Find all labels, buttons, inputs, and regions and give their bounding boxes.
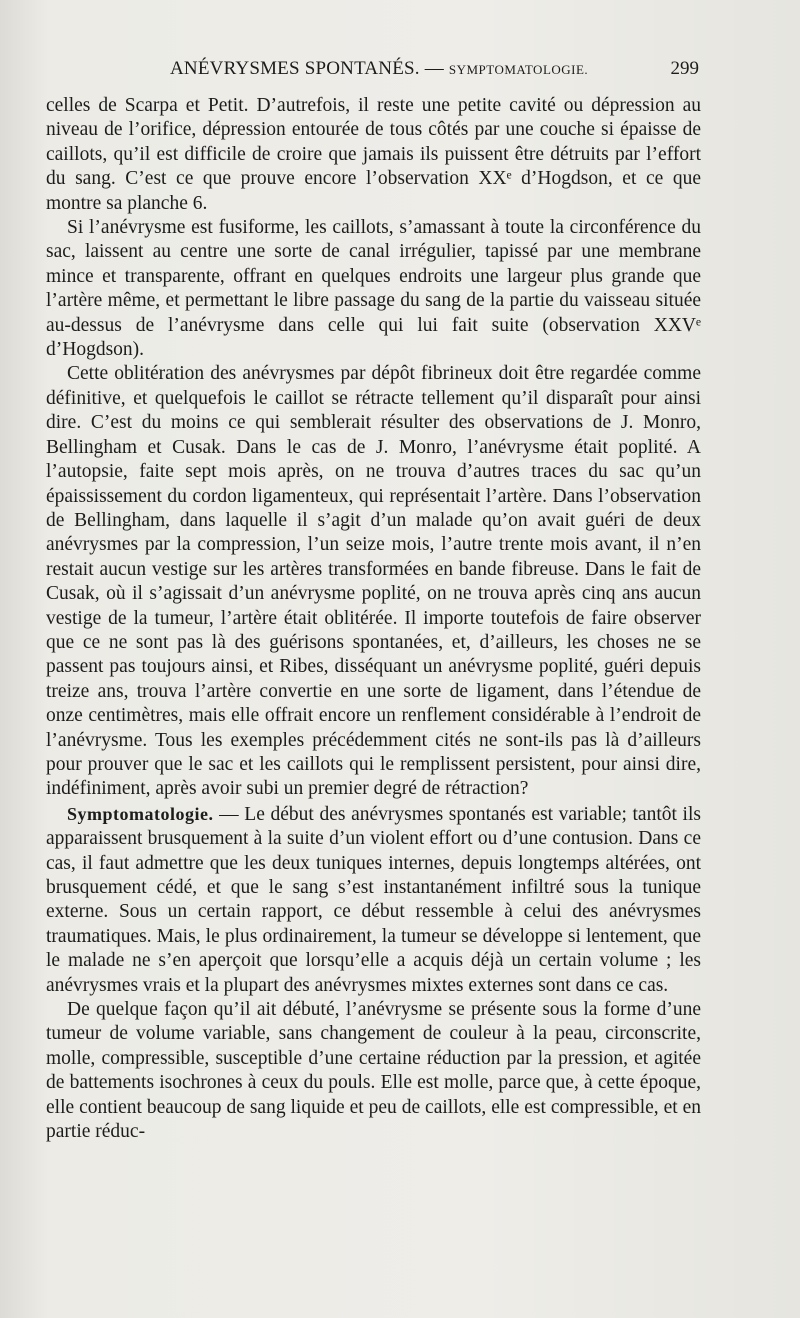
paragraph-3: Cette oblitération des anévrysmes par dépôt fibrineux doit être regardée comme définitive, et quelquefois le caillot se rétracte tellement qu’il disparaît pour ainsi dire. C’est du moins ce qui semblerait résulter des observations de J. Monro, Bellingham et Cusak. Dans le cas de J. Monro, l’anévrysme était poplité. A l’autopsie, faite sept mois après, on ne trouva d’autres traces du sac qu’un épaississement du cordon ligamenteux, qui représentait l’artère. Dans l’observation de Bellingham, dans laquelle il s’agit d’un malade qu’on avait guéri de deux anévrysmes par la compression, l’un seize mois, l’autre trente mois avant, il n’en restait aucun vestige sur les artères transformées en bande fibreuse. Dans le fait de Cusak, où il s’agissait d’un anévrysme poplité, on ne trouva après cinq ans aucun vestige de la tumeur, l’artère était oblitérée. Il importe toutefois de faire observer que ce ne sont pas là des guérisons spontanées, et, d’ailleurs, les choses ne se passent pas toujours ainsi, et Ribes, disséquant un anévrysme poplité, guéri depuis treize ans, trouva l’artère convertie en une sorte de ligament, dans l’étendue de onze centimètres, mais elle offrait encore un renflement considérable à l’endroit de l’anévrysme. Tous les exemples précédemment cités ne sont-ils pas là d’ailleurs pour prouver que le sac et les caillots qui le remplissent persistent, pour ainsi dire, indéfiniment, après avoir subi un premier degré de rétraction? xyxy=(46,363,701,800)
header-dash: — xyxy=(424,58,444,79)
page-number: 299 xyxy=(670,58,699,79)
running-header xyxy=(48,58,703,84)
paragraph-2: Si l’anévrysme est fusiforme, les caillots, s’amassant à toute la circonférence du sac, laissent au centre une sorte de canal irrégulier, tapissé par une membrane mince et transparente, offrant en quelques endroits une largeur plus grande que l’artère même, et permettant le libre passage du sang de la partie du vaisseau située au-dessus de l’anévrysme dans celle qui lui fait suite (observation XXVᵉ d’Hogdson). xyxy=(46,217,701,361)
paragraph-4 xyxy=(46,802,701,998)
paragraph-1: celles de Scarpa et Petit. D’autrefois, il reste une petite cavité ou dépression au niveau de l’orifice, dépression entourée de tous côtés par une couche si épaisse de caillots, qu’il est difficile de croire que jamais ils puissent être détruits par l’effort du sang. C’est ce que prouve encore l’observation XXᵉ d’Hogdson, et ce que montre sa planche 6. xyxy=(46,95,701,214)
running-title xyxy=(170,58,588,80)
body-text xyxy=(46,94,701,1144)
paragraph-4-text: — Le début des anévrysmes spontanés est variable; tantôt ils apparaissent brusquement à la suite d’un violent effort ou d’une contusion. Dans ce cas, il faut admettre que les deux tuniques internes, depuis longtemps altérées, ont brusquement cédé, et que le sang s’est instantanément infiltré sous la tunique externe. Sous un certain rapport, ce début ressemble à celui des anévrysmes traumatiques. Mais, le plus ordinairement, la tumeur se développe si lentement, que le malade ne s’en aperçoit que lorsqu’elle a acquis déjà un certain volume ; les anévrysmes vrais et la plupart des anévrysmes mixtes externes sont dans ce cas. xyxy=(46,803,701,996)
running-title-text: ANÉVRYSMES SPONTANÉS. xyxy=(170,58,420,79)
section-heading: Symptomatologie. xyxy=(67,803,214,824)
paragraph-5: De quelque façon qu’il ait débuté, l’anévrysme se présente sous la forme d’une tumeur de volume variable, sans changement de couleur à la peau, circonscrite, molle, compressible, susceptible d’une certaine réduction par la pression, et agitée de battements isochrones à ceux du pouls. Elle est molle, parce que, à cette époque, elle contient beaucoup de sang liquide et peu de caillots, elle est compressible, et en partie réduc- xyxy=(46,999,701,1143)
section-title: SYMPTOMATOLOGIE. xyxy=(448,62,589,77)
